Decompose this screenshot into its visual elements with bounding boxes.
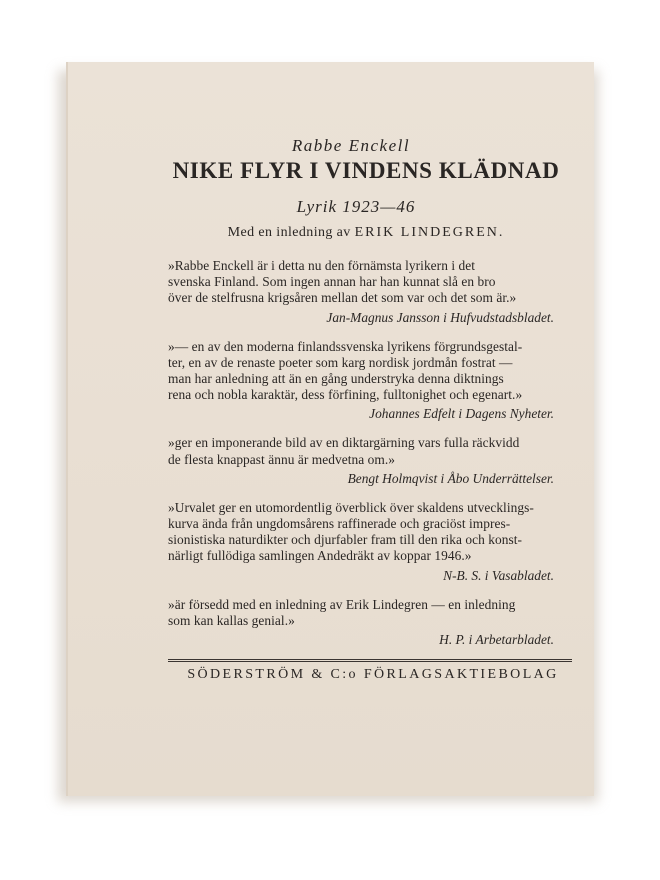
quote-line: »är försedd med en inledning av Erik Lindegren — en inledning (168, 596, 516, 612)
review-quote (168, 500, 572, 585)
quote-source: N-B. S. i Vasabladet. (443, 567, 554, 583)
quote-source: Johannes Edfelt i Dagens Nyheter. (369, 406, 554, 422)
quote-source: H. P. i Arbetarbladet. (439, 632, 554, 648)
quote-line: ter, en av de renaste poeter som karg nordisk jordmån fostrat — (168, 354, 513, 370)
quote-text (168, 597, 572, 629)
quote-line: närligt fullödiga samlingen Andedräkt av koppar 1946.» (168, 548, 472, 564)
introduction-credit (68, 225, 594, 241)
author-name: Rabbe Enckell (291, 136, 411, 155)
book-title: NIKE FLYR I VINDENS KLÄDNAD (172, 158, 560, 183)
quote-source: Bengt Holmqvist i Åbo Underrättelser. (347, 470, 554, 486)
double-rule-divider (168, 659, 572, 662)
review-quotes (168, 258, 572, 661)
review-quote (168, 435, 572, 487)
quote-line: svenska Finland. Som ingen annan har han kunnat slå en bro (168, 274, 496, 290)
quote-source: Jan-Magnus Jansson i Hufvudstadsbladet. (326, 309, 554, 325)
quote-text (168, 339, 572, 404)
quote-line: »— en av den moderna finlandssvenska lyrikens förgrundsgestal- (168, 338, 523, 354)
quote-line: rena och nobla karaktär, dess förfining, fulltonighet och egenart.» (168, 387, 523, 403)
quote-text (168, 500, 572, 565)
book-subtitle: Lyrik 1923—46 (296, 197, 416, 216)
intro-prefix: Med en inledning av (227, 225, 351, 240)
book-back-cover (66, 62, 594, 796)
review-quote (168, 258, 572, 327)
quote-line: över de stelfrusna krigsåren mellan det som var och det som är.» (168, 290, 517, 306)
quote-line: »ger en imponerande bild av en diktargärning vars fulla räckvidd (168, 435, 520, 451)
intro-author: ERIK LINDEGREN. (354, 225, 505, 240)
quote-line: de flesta knappast ännu är medvetna om.» (168, 451, 395, 467)
quote-line: sionistiska naturdikter och djurfabler fram till den rika och konst- (168, 532, 523, 548)
quote-line: »Rabbe Enckell är i detta nu den förnämsta lyrikern i det (168, 258, 476, 273)
review-quote (168, 597, 572, 649)
quote-line: »Urvalet ger en utomordentlig överblick över skaldens utvecklings- (168, 499, 534, 515)
quote-text (168, 435, 572, 467)
quote-line: kurva ända från ungdomsårens raffinerade och graciöst impres- (168, 516, 511, 532)
publisher-name: SÖDERSTRÖM & C:o FÖRLAGSAKTIEBOLAG (187, 667, 559, 682)
quote-line: som kan kallas genial.» (168, 612, 295, 628)
quote-text (168, 258, 572, 307)
quote-line: man har anledning att än en gång understryka denna diktnings (168, 371, 504, 387)
review-quote (168, 339, 572, 424)
